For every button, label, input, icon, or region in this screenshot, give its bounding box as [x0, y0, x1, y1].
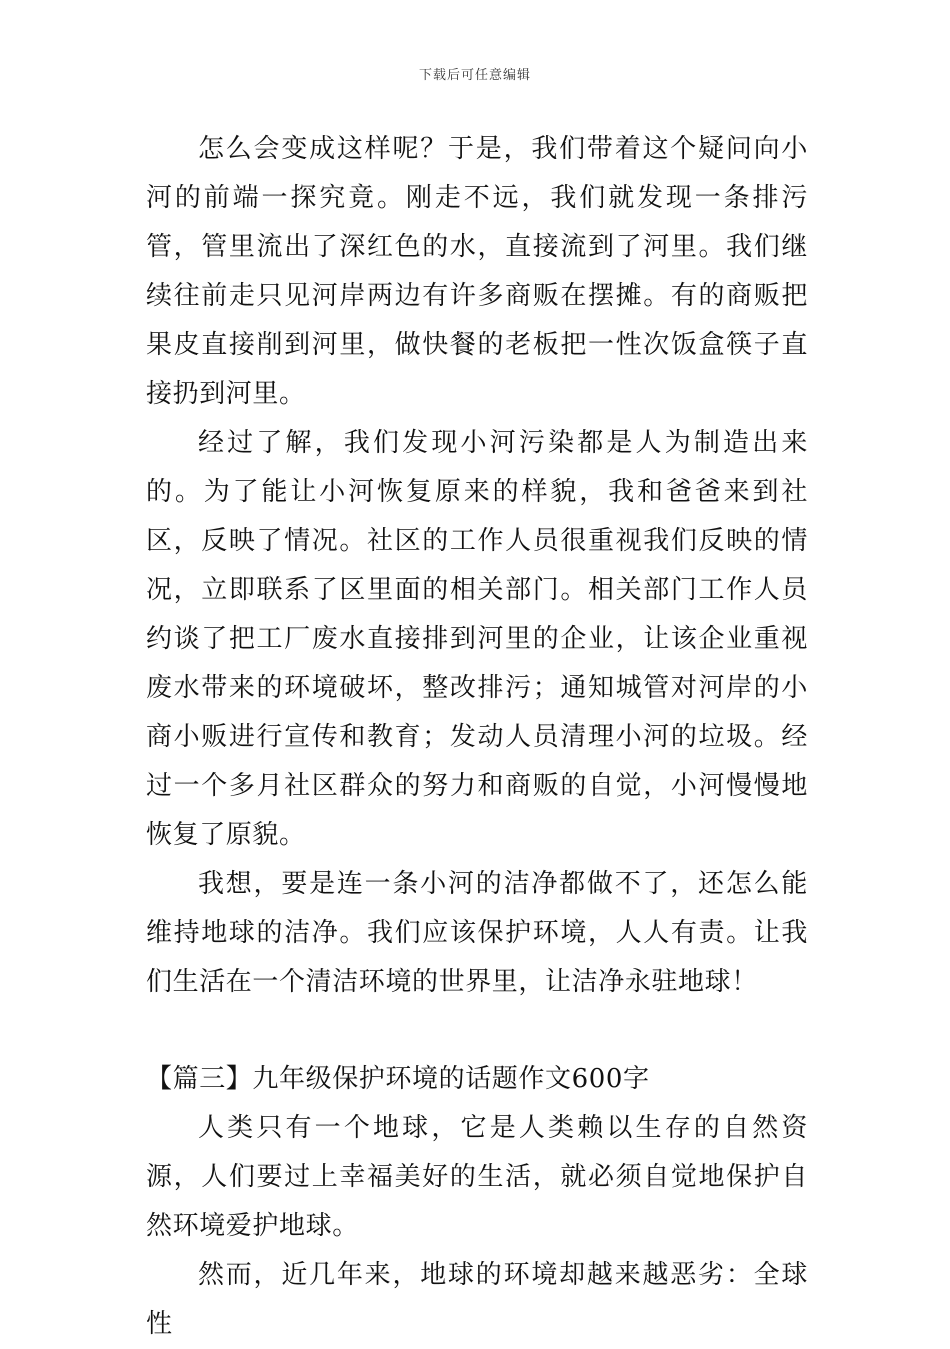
section3-paragraph-2: 然而，近几年来，地球的环境却越来越恶劣：全球性 — [146, 1260, 808, 1339]
section3-paragraph-1: 人类只有一个地球，它是人类赖以生存的自然资源，人们要过上幸福美好的生活，就必须自觉地保护自然环境爱护地球。 — [146, 1113, 808, 1241]
paragraph-3: 我想，要是连一条小河的洁净都做不了，还怎么能维持地球的洁净。我们应该保护环境，人人有责。让我们生活在一个清洁环境的世界里，让洁净永驻地球！ — [146, 869, 808, 997]
page-header: 下载后可任意编辑 — [418, 68, 531, 83]
paragraph-2: 经过了解，我们发现小河污染都是人为制造出来的。为了能让小河恢复原来的样貌，我和爸爸来到社区，反映了情况。社区的工作人员很重视我们反映的情况，立即联系了区里面的相关部门。相关部门工作人员约谈了把工厂废水直接排到河里的企业，让该企业重视废水带来的环境破坏，整改排污；通知城管对河岸的小商小贩进行宣传和教育；发动人员清理小河的垃圾。经过一个多月社区群众的努力和商贩的自觉，小河慢慢地恢复了原貌。 — [146, 428, 808, 850]
document-body — [146, 125, 808, 1349]
section-heading: 【篇三】九年级保护环境的话题作文600字 — [146, 1064, 650, 1094]
paragraph-1: 怎么会变成这样呢？于是，我们带着这个疑问向小河的前端一探究竟。刚走不远，我们就发现一条排污管，管里流出了深红色的水，直接流到了河里。我们继续往前走只见河岸两边有许多商贩在摆摊。有的商贩把果皮直接削到河里，做快餐的老板把一性次饭盒筷子直接扔到河里。 — [146, 134, 808, 409]
